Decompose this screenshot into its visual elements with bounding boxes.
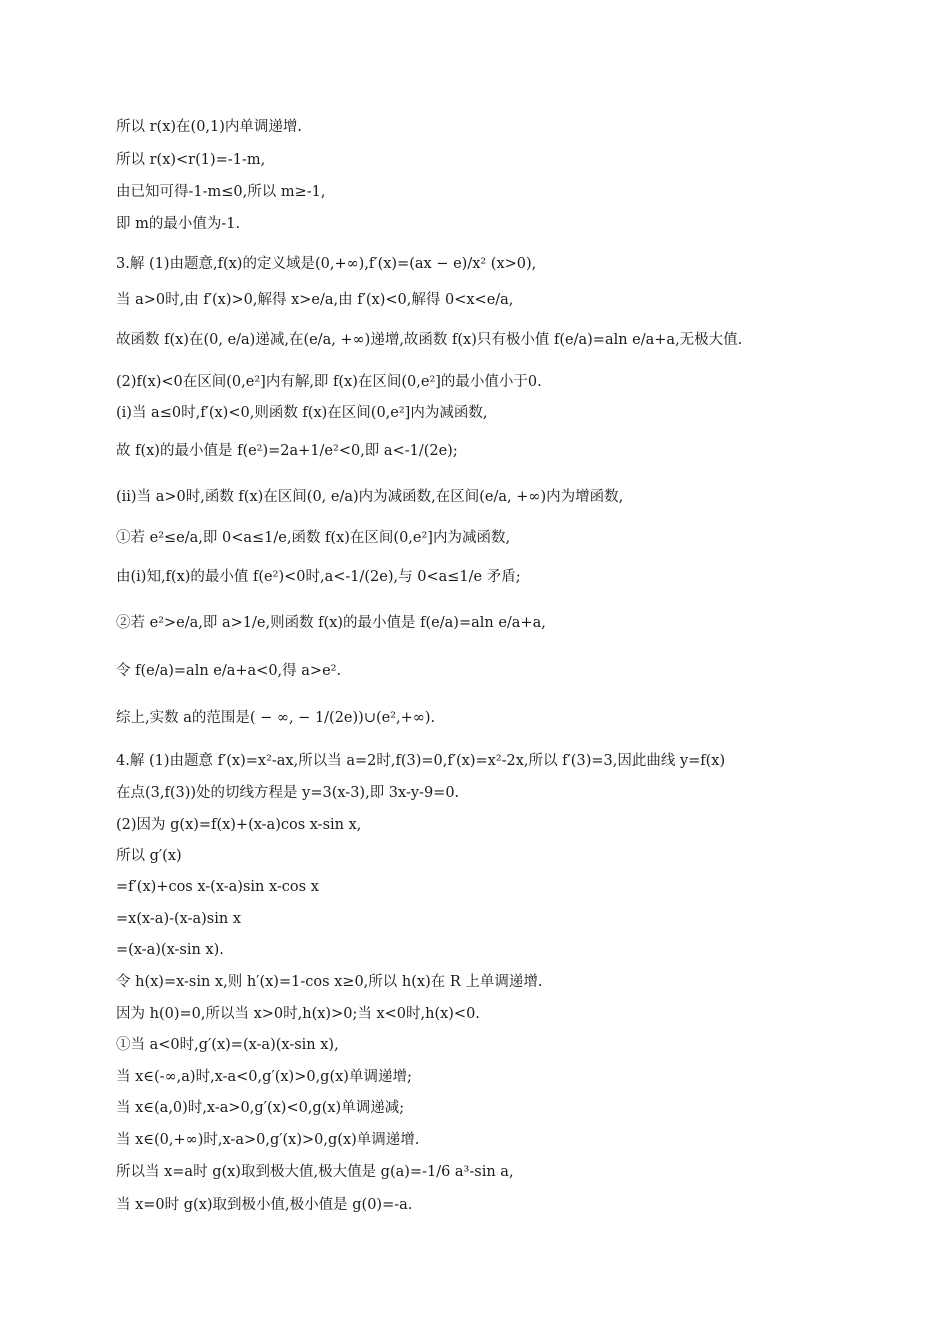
text-line: (2)因为 g(x)=f(x)+(x-a)cos x-sin x,	[116, 817, 362, 833]
text-line: =x(x-a)-(x-a)sin x	[116, 911, 241, 927]
text-line: (2)f(x)<0在区间(0,e²]内有解,即 f(x)在区间(0,e²]的最小值小于0.	[116, 374, 542, 390]
text-line: (ⅰ)当 a≤0时,f′(x)<0,则函数 f(x)在区间(0,e²]内为减函数,	[116, 405, 488, 421]
text-line: 当 a>0时,由 f′(x)>0,解得 x>e/a,由 f′(x)<0,解得 0<x<e/a,	[116, 292, 514, 308]
text-line: 因为 h(0)=0,所以当 x>0时,h(x)>0;当 x<0时,h(x)<0.	[116, 1006, 480, 1022]
problem-4-heading: 4.解 (1)由题意 f′(x)=x²-ax,所以当 a=2时,f(3)=0,f′(x)=x²-2x,所以 f′(3)=3,因此曲线 y=f(x)	[116, 753, 726, 769]
problem-3-heading: 3.解 (1)由题意,f(x)的定义域是(0,+∞),f′(x)=(ax − e)/x² (x>0),	[116, 256, 537, 272]
text-line: 在点(3,f(3))处的切线方程是 y=3(x-3),即 3x-y-9=0.	[116, 785, 460, 801]
text-line: 所以当 x=a时 g(x)取到极大值,极大值是 g(a)=-1/6 a³-sin a,	[116, 1164, 514, 1180]
text-line: 令 h(x)=x-sin x,则 h′(x)=1-cos x≥0,所以 h(x)在 R 上单调递增.	[116, 974, 543, 990]
text-line: 综上,实数 a的范围是( − ∞, − 1/(2e))∪(e²,+∞).	[116, 710, 436, 726]
text-line: (ⅱ)当 a>0时,函数 f(x)在区间(0, e/a)内为减函数,在区间(e/a, +∞)内为增函数,	[116, 489, 624, 505]
text-line: ②若 e²>e/a,即 a>1/e,则函数 f(x)的最小值是 f(e/a)=aln e/a+a,	[116, 615, 546, 631]
text-line: =f′(x)+cos x-(x-a)sin x-cos x	[116, 879, 319, 895]
text-line: 当 x∈(0,+∞)时,x-a>0,g′(x)>0,g(x)单调递增.	[116, 1132, 420, 1148]
text-line: 当 x∈(-∞,a)时,x-a<0,g′(x)>0,g(x)单调递增;	[116, 1069, 412, 1085]
text-line: 所以 r(x)在(0,1)内单调递增.	[116, 119, 303, 135]
text-line: 故 f(x)的最小值是 f(e²)=2a+1/e²<0,即 a<-1/(2e);	[116, 443, 458, 459]
text-line: 即 m的最小值为-1.	[116, 216, 241, 232]
text-line: 由已知可得-1-m≤0,所以 m≥-1,	[116, 184, 326, 200]
text-line: 令 f(e/a)=aln e/a+a<0,得 a>e².	[116, 663, 342, 679]
text-line: 故函数 f(x)在(0, e/a)递减,在(e/a, +∞)递增,故函数 f(x)只有极小值 f(e/a)=aln e/a+a,无极大值.	[116, 332, 743, 348]
text-line: 所以 r(x)<r(1)=-1-m,	[116, 152, 266, 168]
text-line: ①若 e²≤e/a,即 0<a≤1/e,函数 f(x)在区间(0,e²]内为减函数,	[116, 530, 511, 546]
text-line: 当 x∈(a,0)时,x-a>0,g′(x)<0,g(x)单调递减;	[116, 1100, 405, 1116]
text-line: 由(ⅰ)知,f(x)的最小值 f(e²)<0时,a<-1/(2e),与 0<a≤1/e 矛盾;	[116, 569, 521, 585]
text-line: =(x-a)(x-sin x).	[116, 942, 224, 958]
text-line: ①当 a<0时,g′(x)=(x-a)(x-sin x),	[116, 1037, 339, 1053]
text-line: 当 x=0时 g(x)取到极小值,极小值是 g(0)=-a.	[116, 1197, 413, 1213]
text-line: 所以 g′(x)	[116, 848, 182, 864]
